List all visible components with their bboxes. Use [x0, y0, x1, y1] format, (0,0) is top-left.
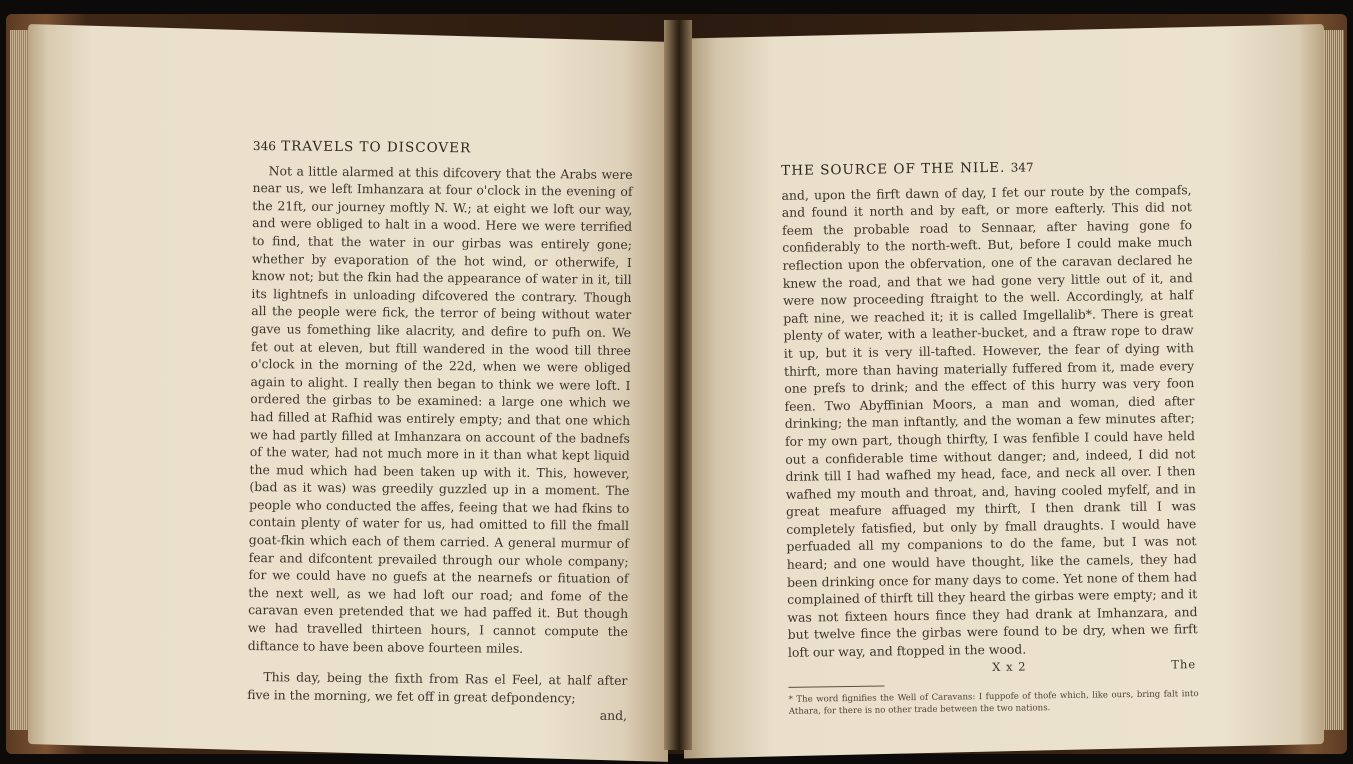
left-catchword: and, [599, 708, 628, 724]
left-page-number: 346 [252, 139, 276, 154]
book-gutter [664, 20, 692, 750]
left-paragraph-1: Not a little alarmed at this difcovery that the Arabs were near us, we left Imhanzara at four o'clock in the evening of the 21ft, our journey moftly N. W.; at eight we loft our way, and were obliged to halt in a wood. Here we were terrified to find, that the water in our girbas was entirely gone; whether by evaporation of the hot wind, or otherwife, I know not; but the fkin had the appearance of water in it, till its lightnefs in unloading difcovered the contrary. Though all the people were fick, the terror of being without water gave us fomething like alacrity, and defire to pufh on. We fet out at eleven, but ftill wandered in the wood till three o'clock in the morning of the 22d, when we were obliged again to alight. I really then began to think we were loft. I ordered the girbas to be examined: a large one which we had filled at Rafhid was entirely empty; and that one which we had partly filled at Imhanzara on account of the badnefs of the water, had not much more in it than what kept liquid the mud which had been taken up with it. This, however, (bad as it was) was greedily guzzled up in a moment. The people who conducted the affes, feeing that we had fkins to contain plenty of water for us, had omitted to fill the fmall goat-fkin which each of them carried. A general murmur of fear and difcontent prevailed through our whole company; for we could have no guefs at the nearnefs or fituation of the next well, as we had loft our road; and fome of the caravan even pretended that we had paffed it. But though we had travelled thirteen hours, I cannot compute the diftance to have been above fourteen miles. [247, 162, 633, 656]
left-paragraph-2: This day, being the fixth from Ras el Feel, at half after five in the morning, we fet off in great defpondency; [247, 669, 628, 706]
left-running-head: TRAVELS TO DISCOVER [281, 138, 472, 157]
right-paragraph-1: and, upon the firft dawn of day, I fet our route by the compafs, and found it north and by eaft, or more eafterly. This did not feem the probable road to Sennaar, after having gone fo confiderably to the north-weft. But, before I could make much reflection upon the obfervation, one of the caravan declared he knew the road, and that we had gone very little out of it, and were now proceeding ftraight to the well. Accordingly, at half paft nine, we reached it; it is called Imgellalib*. There is great plenty of water, with a leather-bucket, and a ftraw rope to draw it up, but it is very ill-tafted. However, the fear of dying with thirft, more than having materially fuffered from it, made every one prefs to drink; and the effect of this hurry was very foon feen. Two Abyffinian Moors, a man and woman, died after drinking; the man inftantly, and the woman a few minutes after; for my own part, though thirfty, I was fenfible I could have held out a confiderable time without danger; and, indeed, I did not drink till I had wafhed my head, face, and neck all over. I then wafhed my mouth and throat, and, having cooled myfelf, and in great meafure affuaged my thirft, I then drank till I was completely fatisfied, but only by fmall draughts. I would have perfuaded all my companions to do the fame, but I was not heard; and one would have thought, like the camels, they had been drinking once for many days to come. Yet none of them had complained of thirft till they heard the girbas were empty; and it was not fixteen hours fince they had drank at Imhanzara, and but twelve fince the girbas were found to be dry, when we firft loft our way, and ftopped in the wood. [781, 181, 1198, 660]
right-page-number: 347 [1010, 160, 1034, 175]
footnote: * The word fignifies the Well of Caravans: I fuppofe of thofe which, like ours, bring falt into Athara, for there is no other trade between the two nations. [788, 689, 1199, 718]
right-catchword: The [1171, 656, 1197, 672]
right-running-head: THE SOURCE OF THE NILE. [781, 159, 1006, 179]
left-page-text [247, 138, 633, 725]
right-page-text [781, 157, 1199, 718]
footnote-rule [788, 686, 884, 688]
signature-mark: X x 2 [992, 659, 1027, 674]
